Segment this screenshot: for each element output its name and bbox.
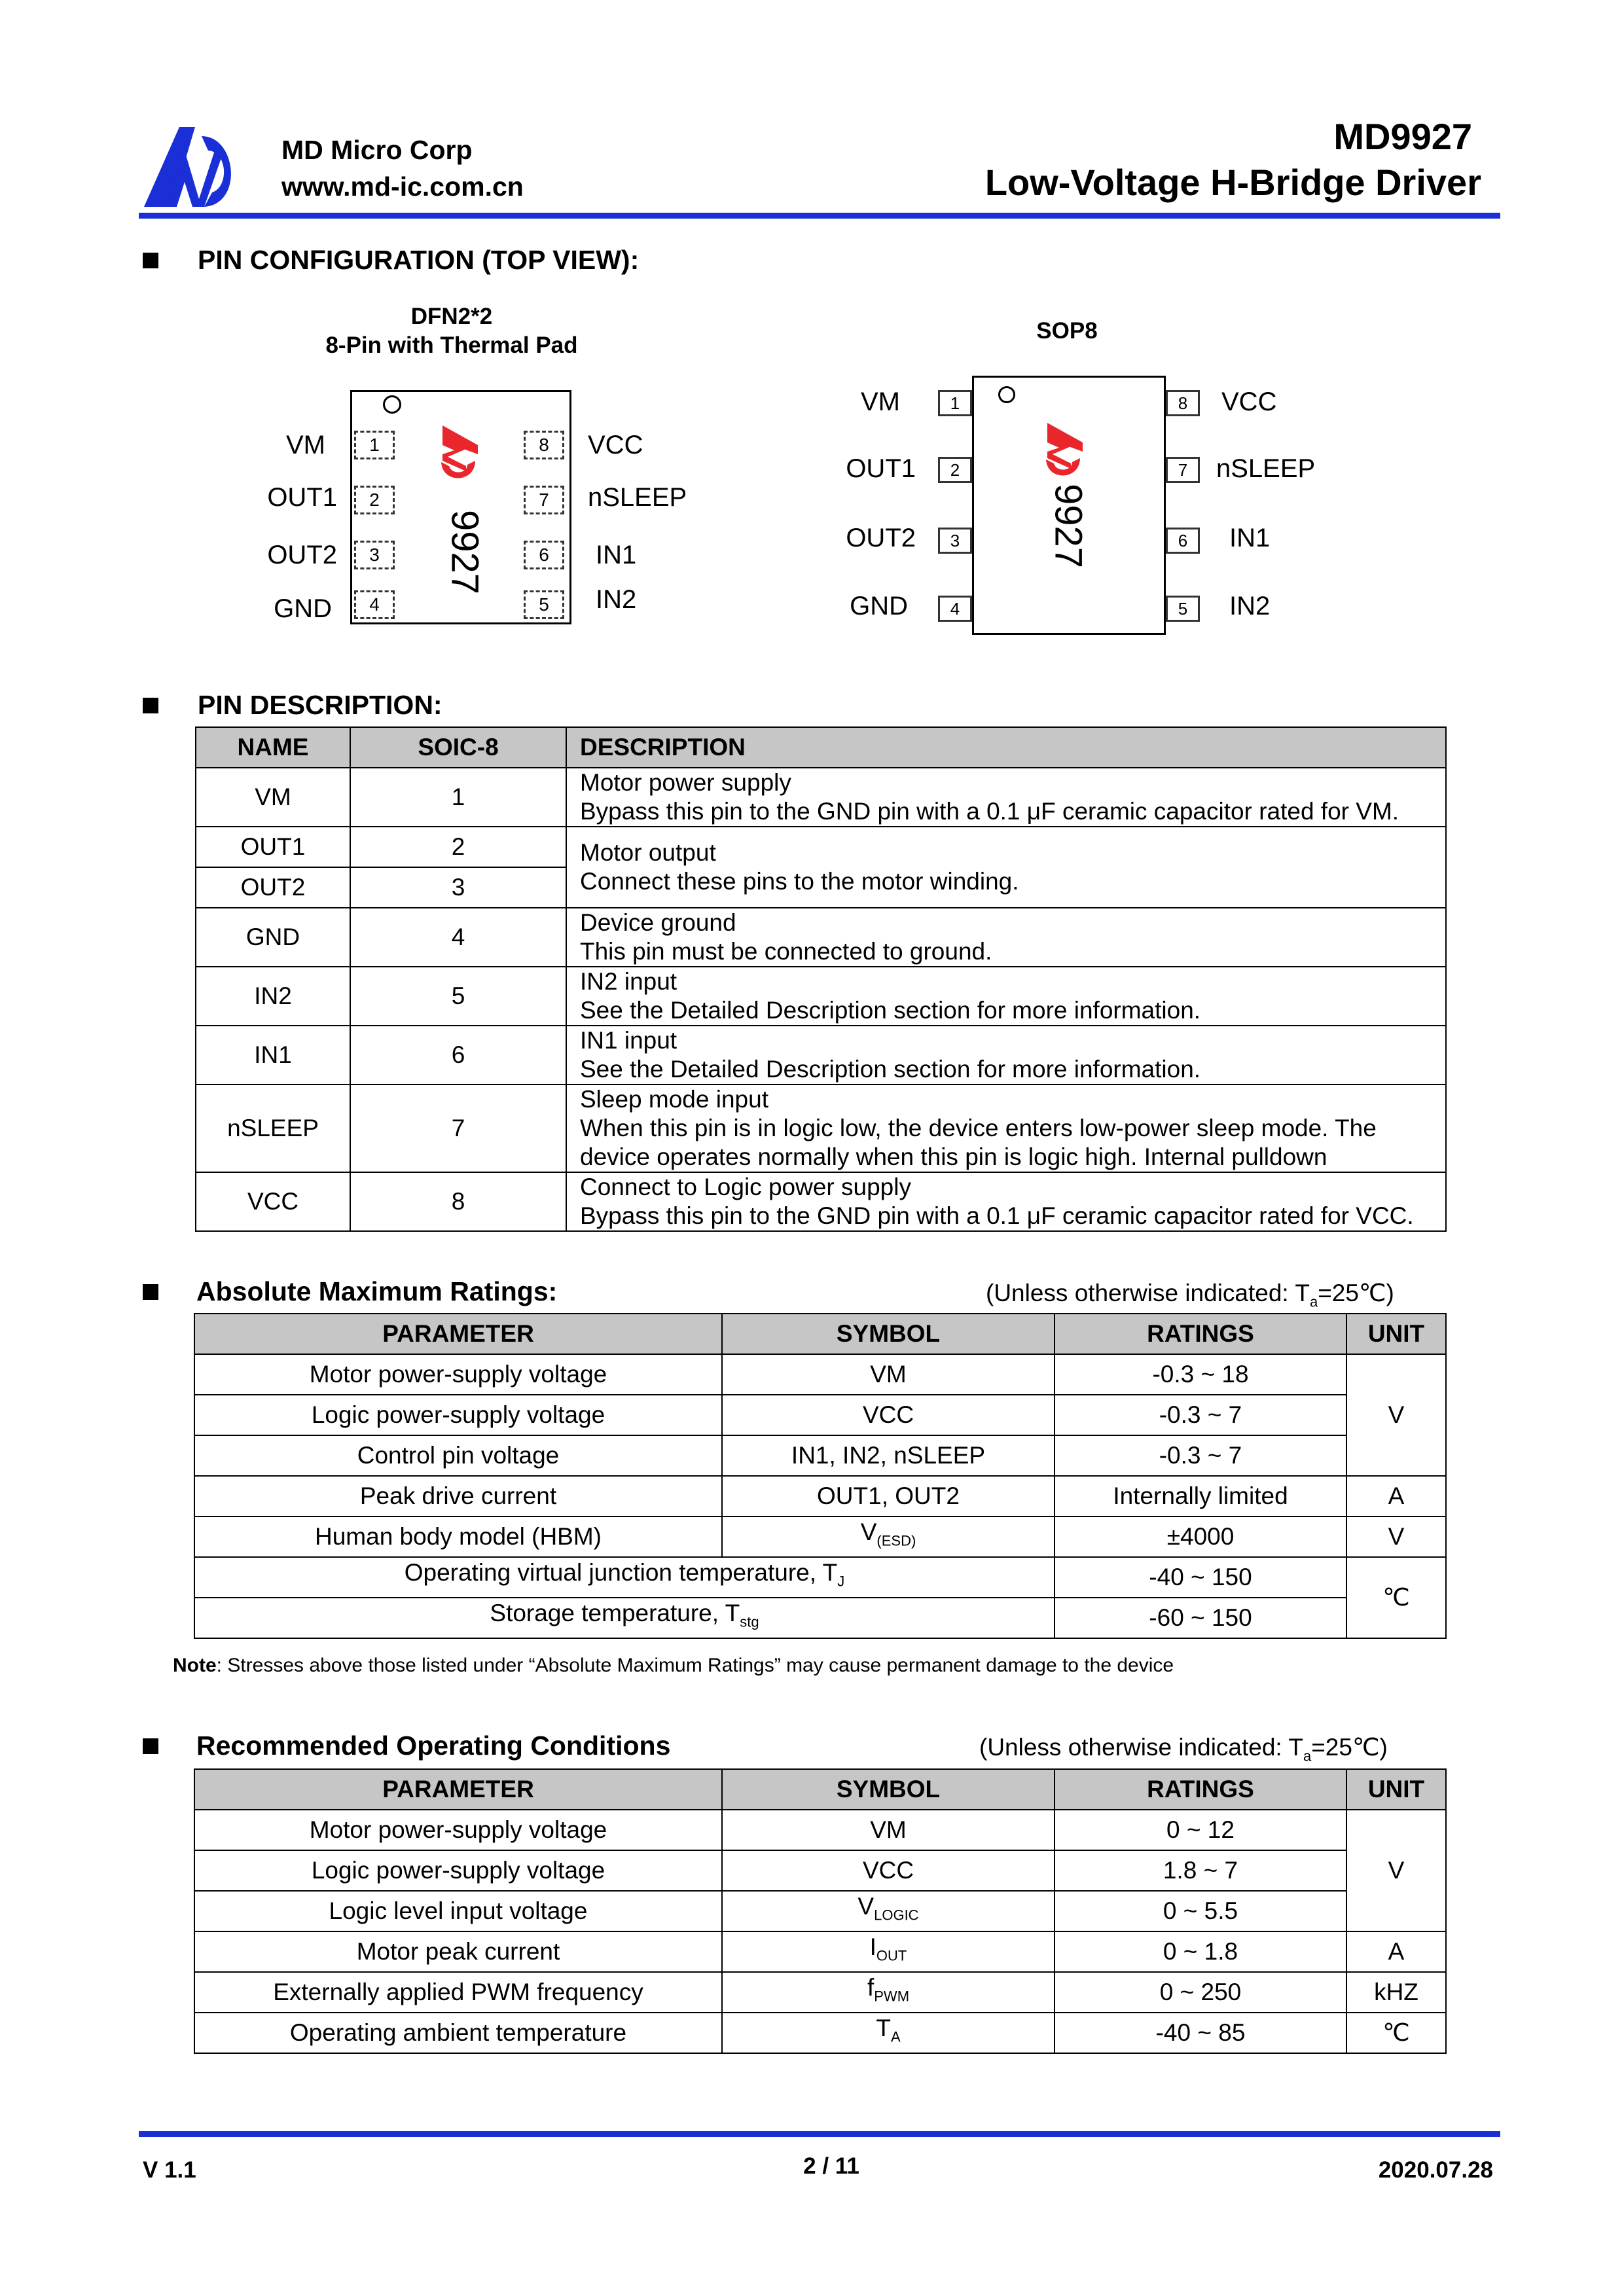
dfn-pin1-name: VM [286, 431, 325, 459]
pin-name: IN1 [196, 1026, 350, 1085]
desc-line: IN1 input [580, 1027, 677, 1054]
table-row [194, 1891, 1446, 1931]
sop-pin4: 4 [938, 596, 972, 622]
col-header-ratings: RATINGS [1055, 1314, 1346, 1354]
pin1-marker-icon [998, 386, 1015, 403]
company-logo [139, 122, 244, 211]
desc-line: Connect these pins to the motor winding. [580, 868, 1019, 895]
parameter: Peak drive current [194, 1476, 722, 1516]
sop-pin7: 7 [1166, 457, 1200, 483]
dfn-title-1: DFN2*2 [410, 304, 493, 329]
desc-line: Device ground [580, 909, 736, 936]
parameter: Motor power-supply voltage [194, 1810, 722, 1850]
desc-line: Bypass this pin to the GND pin with a 0.1 μF ceramic capacitor rated for VM. [580, 798, 1399, 825]
sop-pin2: 2 [938, 457, 972, 483]
table-row [196, 1026, 1446, 1085]
pin-name: GND [196, 908, 350, 967]
sop-pin2-name: OUT1 [846, 454, 916, 483]
chip-logo-icon [436, 419, 482, 491]
pin-number: 3 [350, 867, 566, 908]
dfn-pin7-name: nSLEEP [588, 483, 687, 512]
symbol-text: T [876, 2015, 891, 2042]
pin-description [566, 967, 1446, 1026]
unit: V [1346, 1354, 1446, 1476]
page-number: 2 / 11 [803, 2153, 859, 2179]
symbol: OUT1, OUT2 [722, 1476, 1055, 1516]
dfn-pin4: 4 [354, 590, 395, 619]
condition-text: (Unless otherwise indicated: T [986, 1280, 1310, 1306]
rating: -40 ~ 85 [1055, 2013, 1346, 2053]
condition-text-end: =25℃) [1318, 1280, 1394, 1306]
pin-name: nSLEEP [196, 1085, 350, 1172]
parameter-sub: stg [740, 1613, 759, 1630]
dfn-pin3-name: OUT2 [267, 541, 337, 569]
table-row [196, 1172, 1446, 1231]
desc-line: See the Detailed Description section for more information. [580, 1056, 1201, 1083]
table-row [194, 1598, 1446, 1638]
table-row [194, 1810, 1446, 1850]
parameter: Operating ambient temperature [194, 2013, 722, 2053]
sop-pin8: 8 [1166, 390, 1200, 416]
col-header-ratings: RATINGS [1055, 1769, 1346, 1810]
sop-title: SOP8 [1036, 318, 1098, 344]
symbol: IN1, IN2, nSLEEP [722, 1435, 1055, 1476]
symbol: VCC [722, 1850, 1055, 1891]
symbol [722, 1972, 1055, 2013]
symbol: VCC [722, 1395, 1055, 1435]
rating: 1.8 ~ 7 [1055, 1850, 1346, 1891]
dfn-marking: 9927 [443, 509, 486, 595]
table-row [194, 2013, 1446, 2053]
condition-text-end: =25℃) [1311, 1734, 1388, 1761]
chip-logo-icon [1041, 416, 1087, 488]
parameter-text: Storage temperature, T [490, 1600, 740, 1627]
symbol: VM [722, 1354, 1055, 1395]
dfn-pin2: 2 [354, 486, 395, 514]
condition-sub: a [1309, 1293, 1318, 1310]
abs-max-table [194, 1313, 1447, 1639]
desc-line: IN2 input [580, 968, 677, 995]
table-row [194, 1354, 1446, 1395]
desc-line: Motor output [580, 839, 716, 866]
bullet-icon [143, 253, 158, 268]
dfn-pin5: 5 [524, 590, 564, 619]
unit: V [1346, 1810, 1446, 1931]
symbol [722, 2013, 1055, 2053]
pin-number: 6 [350, 1026, 566, 1085]
parameter-text: Operating virtual junction temperature, T [404, 1559, 838, 1587]
table-row [194, 1516, 1446, 1557]
condition-sub: a [1303, 1748, 1312, 1765]
desc-line: Bypass this pin to the GND pin with a 0.1 μF ceramic capacitor rated for VCC. [580, 1202, 1414, 1229]
rating: -0.3 ~ 7 [1055, 1435, 1346, 1476]
dfn-title-2: 8-Pin with Thermal Pad [325, 332, 578, 358]
rating: 0 ~ 250 [1055, 1972, 1346, 2013]
unit: ℃ [1346, 1557, 1446, 1638]
sop-pin5-name: IN2 [1229, 592, 1271, 620]
col-header-name: NAME [196, 727, 350, 768]
dfn-pin8: 8 [524, 431, 564, 459]
header-rule [139, 213, 1500, 219]
sop-pin8-name: VCC [1221, 387, 1277, 416]
unit: kHZ [1346, 1972, 1446, 2013]
symbol-text: V [860, 1518, 877, 1546]
rating: -0.3 ~ 7 [1055, 1395, 1346, 1435]
bullet-icon [143, 1738, 158, 1754]
condition-text: (Unless otherwise indicated: T [979, 1734, 1303, 1761]
sop-pin1-name: VM [861, 387, 900, 416]
rating: -40 ~ 150 [1055, 1557, 1346, 1598]
unit: V [1346, 1516, 1446, 1557]
rating: Internally limited [1055, 1476, 1346, 1516]
parameter: Motor peak current [194, 1931, 722, 1972]
pin-description [566, 1026, 1446, 1085]
symbol-sub: PWM [874, 1988, 910, 2005]
symbol [722, 1931, 1055, 1972]
pin-name: OUT1 [196, 827, 350, 867]
parameter: Logic power-supply voltage [194, 1850, 722, 1891]
rating: 0 ~ 1.8 [1055, 1931, 1346, 1972]
pin-name: VCC [196, 1172, 350, 1231]
sop-pin3: 3 [938, 528, 972, 554]
col-header-symbol: SYMBOL [722, 1314, 1055, 1354]
dfn-pin3: 3 [354, 541, 395, 569]
pin-number: 8 [350, 1172, 566, 1231]
symbol-text: I [869, 1933, 876, 1961]
symbol-sub: LOGIC [874, 1907, 919, 1924]
pin-number: 1 [350, 768, 566, 827]
symbol [722, 1516, 1055, 1557]
col-header-symbol: SYMBOL [722, 1769, 1055, 1810]
desc-line: device operates normally when this pin is logic high. Internal pulldown [580, 1143, 1327, 1170]
table-row [194, 1395, 1446, 1435]
dfn-pin1: 1 [354, 431, 395, 459]
table-row [194, 1931, 1446, 1972]
dfn-pin6-name: IN1 [596, 541, 637, 569]
parameter: Control pin voltage [194, 1435, 722, 1476]
parameter-sub: J [837, 1573, 845, 1590]
table-row [194, 1435, 1446, 1476]
col-header-parameter: PARAMETER [194, 1314, 722, 1354]
abs-max-note [173, 1655, 1174, 1677]
company-website[interactable]: www.md-ic.com.cn [281, 171, 524, 202]
dfn-pin6: 6 [524, 541, 564, 569]
parameter: Externally applied PWM frequency [194, 1972, 722, 2013]
dfn-pin8-name: VCC [588, 431, 643, 459]
rating: -0.3 ~ 18 [1055, 1354, 1346, 1395]
desc-line: Connect to Logic power supply [580, 1174, 911, 1200]
sop-pin1: 1 [938, 390, 972, 416]
version: V 1.1 [143, 2157, 196, 2183]
footer-rule [139, 2131, 1500, 2137]
rating: 0 ~ 5.5 [1055, 1891, 1346, 1931]
symbol-sub: OUT [876, 1947, 907, 1964]
table-row [196, 827, 1446, 867]
unit: A [1346, 1931, 1446, 1972]
pin-number: 2 [350, 827, 566, 867]
rating: 0 ~ 12 [1055, 1810, 1346, 1850]
desc-line: Motor power supply [580, 769, 791, 796]
pin-name: IN2 [196, 967, 350, 1026]
pin-name: VM [196, 768, 350, 827]
desc-line: This pin must be connected to ground. [580, 938, 992, 965]
pin-number: 4 [350, 908, 566, 967]
parameter [194, 1557, 1055, 1598]
note-text: : Stresses above those listed under “Absolute Maximum Ratings” may cause permanent damage to the device [216, 1655, 1174, 1676]
symbol [722, 1891, 1055, 1931]
parameter: Logic power-supply voltage [194, 1395, 722, 1435]
rec-op-table [194, 1768, 1447, 2054]
symbol-sub: A [890, 2028, 901, 2045]
parameter: Motor power-supply voltage [194, 1354, 722, 1395]
pin-desc-heading: PIN DESCRIPTION: [198, 690, 442, 720]
sop-pin3-name: OUT2 [846, 524, 916, 552]
bullet-icon [143, 698, 158, 713]
table-row [196, 1085, 1446, 1172]
table-row [194, 1850, 1446, 1891]
abs-max-condition [986, 1279, 1394, 1310]
symbol-text: V [857, 1893, 875, 1920]
pin-number: 5 [350, 967, 566, 1026]
pin-description-table [195, 726, 1447, 1232]
col-header-unit: UNIT [1346, 1769, 1446, 1810]
desc-line: Sleep mode input [580, 1086, 768, 1113]
symbol-text: f [867, 1974, 875, 2001]
rating: ±4000 [1055, 1516, 1346, 1557]
sop-pin6-name: IN1 [1229, 524, 1271, 552]
dfn-pin2-name: OUT1 [267, 483, 337, 512]
table-row [196, 967, 1446, 1026]
company-name: MD Micro Corp [281, 135, 473, 165]
pin-config-heading: PIN CONFIGURATION (TOP VIEW): [198, 245, 640, 275]
col-header-unit: UNIT [1346, 1314, 1446, 1354]
table-row [194, 1476, 1446, 1516]
rec-op-condition [979, 1733, 1388, 1765]
col-header-description: DESCRIPTION [566, 727, 1446, 768]
bullet-icon [143, 1284, 158, 1300]
pin-name: OUT2 [196, 867, 350, 908]
pin-description [566, 1172, 1446, 1231]
pin1-marker-icon [383, 395, 401, 414]
dfn-pin4-name: GND [274, 594, 332, 623]
pin-description [566, 768, 1446, 827]
desc-line: When this pin is in logic low, the device enters low-power sleep mode. The [580, 1115, 1377, 1141]
parameter: Human body model (HBM) [194, 1516, 722, 1557]
note-label: Note [173, 1655, 217, 1676]
desc-line: See the Detailed Description section for more information. [580, 997, 1201, 1024]
pin-number: 7 [350, 1085, 566, 1172]
pin-description [566, 908, 1446, 967]
col-header-parameter: PARAMETER [194, 1769, 722, 1810]
product-title: Low-Voltage H-Bridge Driver [984, 162, 1481, 203]
rec-op-heading: Recommended Operating Conditions [196, 1731, 671, 1761]
unit: ℃ [1346, 2013, 1446, 2053]
col-header-soic: SOIC-8 [350, 727, 566, 768]
abs-max-heading: Absolute Maximum Ratings: [196, 1276, 558, 1306]
table-row [196, 768, 1446, 827]
table-row [194, 1972, 1446, 2013]
sop-pin5: 5 [1166, 596, 1200, 622]
symbol: VM [722, 1810, 1055, 1850]
date: 2020.07.28 [1378, 2157, 1493, 2183]
symbol-sub: (ESD) [876, 1532, 916, 1549]
pin-description [566, 1085, 1446, 1172]
dfn-pin5-name: IN2 [596, 585, 637, 614]
rating: -60 ~ 150 [1055, 1598, 1346, 1638]
pin-description [566, 827, 1446, 908]
part-number: MD9927 [1333, 116, 1472, 157]
sop-pin6: 6 [1166, 528, 1200, 554]
table-row [196, 908, 1446, 967]
sop-marking: 9927 [1047, 483, 1090, 569]
table-row [194, 1557, 1446, 1598]
unit: A [1346, 1476, 1446, 1516]
dfn-pin7: 7 [524, 486, 564, 514]
sop-pin4-name: GND [850, 592, 908, 620]
sop-pin7-name: nSLEEP [1216, 454, 1316, 483]
parameter: Logic level input voltage [194, 1891, 722, 1931]
parameter [194, 1598, 1055, 1638]
